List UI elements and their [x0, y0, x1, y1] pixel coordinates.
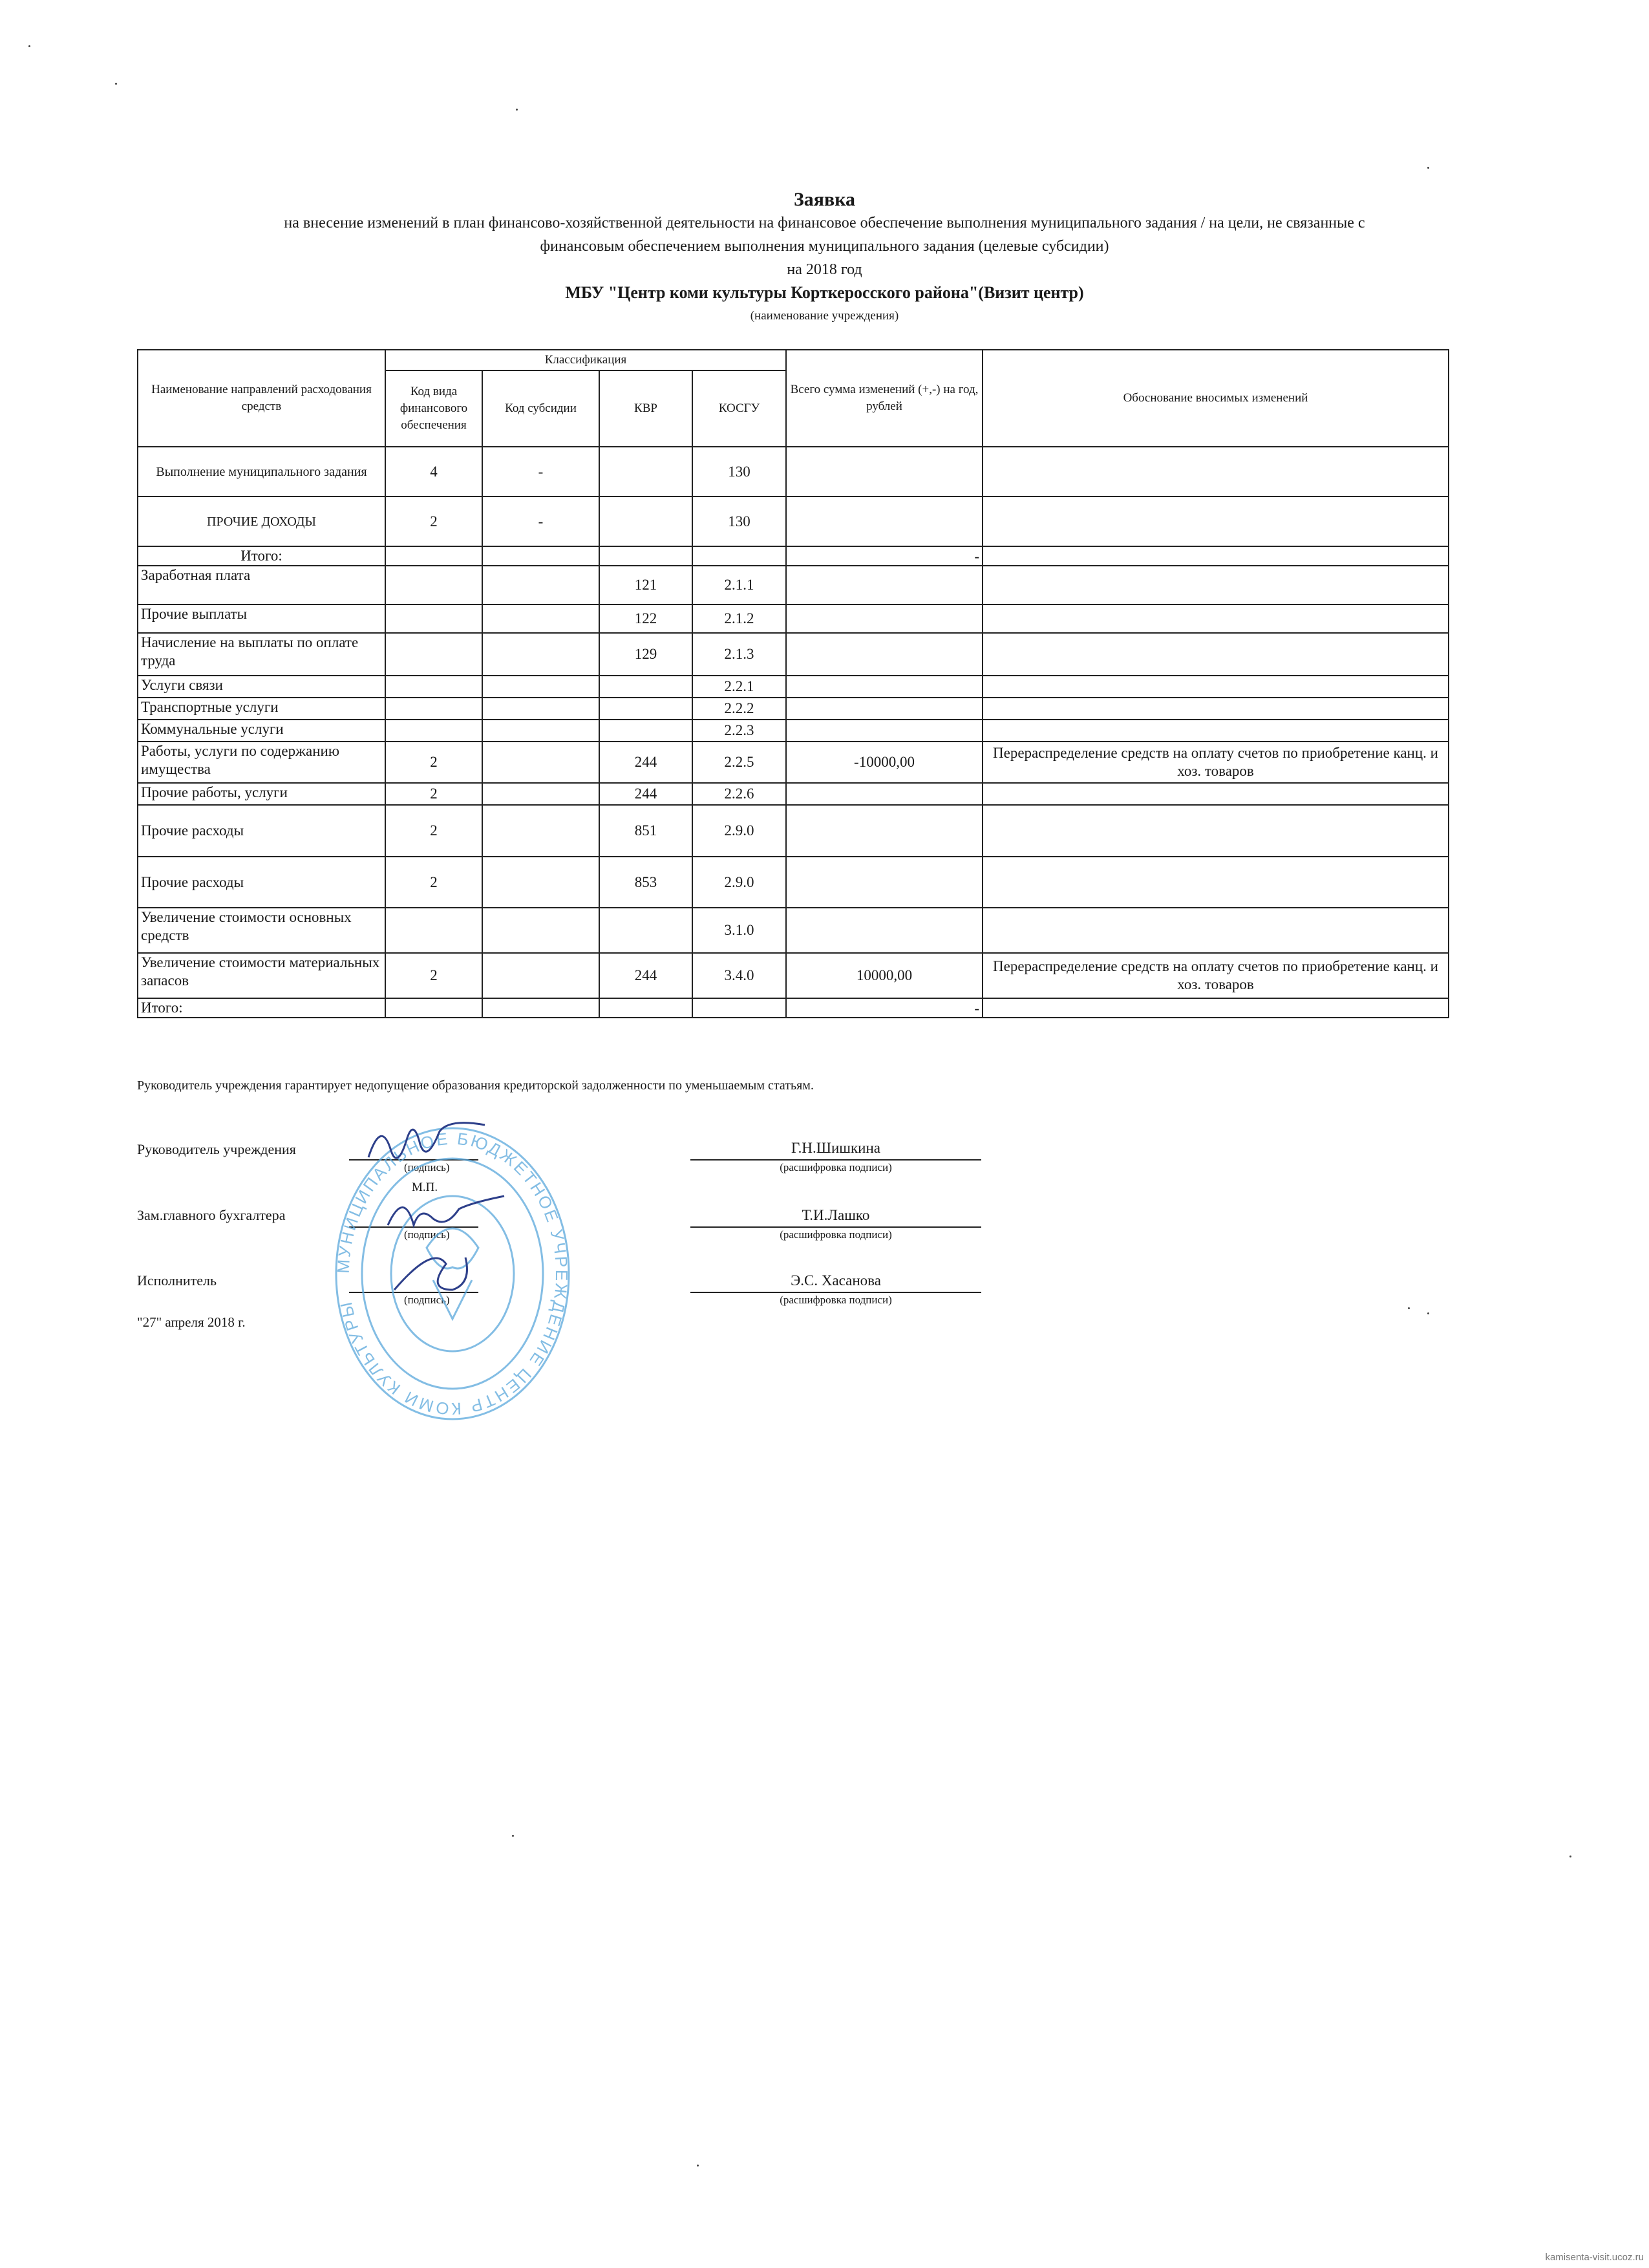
- cell-kod-subsidii: [482, 953, 599, 998]
- cell-kod-subsidii: [482, 698, 599, 720]
- row-name: Работы, услуги по содержанию имущества: [138, 742, 385, 783]
- head-label: Руководитель учреждения: [137, 1141, 296, 1157]
- table-row: [138, 447, 1449, 497]
- cell-reason: [983, 857, 1449, 908]
- header-reason: Обоснование вносимых изменений: [983, 350, 1449, 447]
- scan-speck: [1408, 1307, 1410, 1309]
- cell-kosgu: 2.1.2: [692, 604, 786, 633]
- head-signature: [362, 1112, 491, 1170]
- cell-kod-subsidii: [482, 604, 599, 633]
- cell-kod-vida: 4: [385, 447, 482, 497]
- table-row: [138, 566, 1449, 604]
- accountant-signature: [381, 1186, 511, 1238]
- cell-kod-vida: [385, 566, 482, 604]
- cell-kvr: 244: [599, 742, 692, 783]
- cell-reason: [983, 698, 1449, 720]
- cell-kod-subsidii: [482, 783, 599, 805]
- cell-kosgu: 130: [692, 497, 786, 546]
- executor-label: Исполнитель: [137, 1272, 217, 1289]
- cell-total: [786, 633, 983, 676]
- executor-decode-line: [690, 1292, 981, 1293]
- watermark: kamisenta-visit.ucoz.ru: [1545, 2252, 1644, 2263]
- cell-kvr: 851: [599, 805, 692, 857]
- cell-kosgu: 2.2.1: [692, 676, 786, 698]
- cell-kvr: 244: [599, 783, 692, 805]
- cell-kod-subsidii: [482, 633, 599, 676]
- header-kvr: КВР: [599, 370, 692, 447]
- cell-kod-vida: [385, 720, 482, 742]
- cell-kosgu: 3.1.0: [692, 908, 786, 953]
- stamp-text: МУНИЦИПАЛЬНОЕ БЮДЖЕТНОЕ УЧРЕЖДЕНИЕ ЦЕНТР КОМИ КУЛЬТУРЫ: [333, 1128, 572, 1419]
- cell-reason: [983, 783, 1449, 805]
- scan-speck: [115, 83, 117, 85]
- cell-total: -10000,00: [786, 742, 983, 783]
- document-date: "27" апреля 2018 г.: [137, 1314, 246, 1330]
- cell-kvr: 853: [599, 857, 692, 908]
- scan-speck: [28, 45, 30, 47]
- row-name: Прочие расходы: [138, 805, 385, 857]
- head-decode-line: [690, 1159, 981, 1161]
- cell-kvr: 244: [599, 953, 692, 998]
- cell-kod-vida: 2: [385, 953, 482, 998]
- cell-reason: [983, 497, 1449, 546]
- cell-reason: [983, 633, 1449, 676]
- table-row: [138, 698, 1449, 720]
- cell-reason: [983, 805, 1449, 857]
- cell-total: [786, 805, 983, 857]
- income-total-value: -: [786, 546, 983, 566]
- row-name: Коммунальные услуги: [138, 720, 385, 742]
- cell-kod-subsidii: [482, 857, 599, 908]
- cell-kod-vida: 2: [385, 857, 482, 908]
- header-kod-vida: Код вида финансового обеспечения: [385, 370, 482, 447]
- cell-reason: [983, 676, 1449, 698]
- cell-reason: [983, 604, 1449, 633]
- table-row: [138, 742, 1449, 783]
- cell-total: [786, 720, 983, 742]
- cell-kod-vida: 2: [385, 742, 482, 783]
- cell-kod-subsidii: -: [482, 497, 599, 546]
- row-name: Увеличение стоимости основных средств: [138, 908, 385, 953]
- stamp-place-label: М.П.: [412, 1181, 438, 1194]
- organization-caption: (наименование учреждения): [750, 309, 899, 323]
- row-name: Увеличение стоимости материальных запасов: [138, 953, 385, 998]
- head-decode-caption: (расшифровка подписи): [780, 1161, 892, 1173]
- cell-kvr: [599, 447, 692, 497]
- header-kosgu: КОСГУ: [692, 370, 786, 447]
- cell-kvr: [599, 497, 692, 546]
- cell-kosgu: 2.2.2: [692, 698, 786, 720]
- guarantee-text: Руководитель учреждения гарантирует недопущение образования кредиторской задолженности по уменьшаемым статьям.: [137, 1078, 814, 1093]
- cell-total: [786, 604, 983, 633]
- header-total: Всего сумма изменений (+,-) на год, рублей: [786, 350, 983, 447]
- expense-total-label: Итого:: [138, 998, 385, 1018]
- scan-speck: [697, 2165, 699, 2166]
- cell-reason: [983, 566, 1449, 604]
- cell-kvr: 122: [599, 604, 692, 633]
- cell-kod-vida: [385, 633, 482, 676]
- table-row: [138, 783, 1449, 805]
- cell-kod-vida: 2: [385, 497, 482, 546]
- row-name: Начисление на выплаты по оплате труда: [138, 633, 385, 676]
- cell-kod-subsidii: [482, 720, 599, 742]
- row-name: Выполнение муниципального задания: [138, 447, 385, 497]
- scan-speck: [512, 1835, 514, 1837]
- organization-name: МБУ "Центр коми культуры Корткеросского района"(Визит центр): [565, 283, 1084, 302]
- table-row: [138, 676, 1449, 698]
- cell-total: [786, 908, 983, 953]
- scan-speck: [516, 109, 518, 111]
- accountant-decode-line: [690, 1226, 981, 1228]
- cell-reason: [983, 908, 1449, 953]
- header-classification: Классификация: [385, 350, 786, 370]
- scan-speck: [1427, 1312, 1429, 1314]
- cell-kod-vida: [385, 676, 482, 698]
- cell-kod-vida: 2: [385, 783, 482, 805]
- cell-kvr: [599, 698, 692, 720]
- cell-kod-vida: [385, 698, 482, 720]
- table-row: [138, 497, 1449, 546]
- head-name: Г.Н.Шишкина: [791, 1140, 881, 1156]
- accountant-signature-caption: (подпись): [404, 1228, 450, 1241]
- executor-name: Э.С. Хасанова: [791, 1272, 881, 1289]
- cell-reason: Перераспределение средств на оплату счетов по приобретение канц. и хоз. товаров: [983, 953, 1449, 998]
- executor-signature-caption: (подпись): [404, 1294, 450, 1306]
- cell-total: [786, 676, 983, 698]
- cell-kod-vida: [385, 604, 482, 633]
- cell-total: [786, 566, 983, 604]
- cell-kvr: [599, 676, 692, 698]
- cell-kod-subsidii: [482, 908, 599, 953]
- cell-kvr: [599, 908, 692, 953]
- cell-total: [786, 447, 983, 497]
- cell-kod-subsidii: [482, 566, 599, 604]
- cell-kod-subsidii: -: [482, 447, 599, 497]
- cell-kosgu: 2.9.0: [692, 805, 786, 857]
- cell-kosgu: 2.9.0: [692, 857, 786, 908]
- header-name: Наименование направлений расходования средств: [138, 350, 385, 447]
- row-name: Прочие работы, услуги: [138, 783, 385, 805]
- table-row: [138, 908, 1449, 953]
- cell-total: 10000,00: [786, 953, 983, 998]
- row-name: Прочие расходы: [138, 857, 385, 908]
- row-name: Заработная плата: [138, 566, 385, 604]
- changes-table: [137, 349, 1449, 1018]
- table-row: [138, 953, 1449, 998]
- accountant-label: Зам.главного бухгалтера: [137, 1207, 286, 1223]
- document-year: на 2018 год: [787, 261, 862, 278]
- cell-kod-subsidii: [482, 742, 599, 783]
- cell-kosgu: 3.4.0: [692, 953, 786, 998]
- scan-speck: [1569, 1856, 1571, 1857]
- document-subtitle-line-2: финансовым обеспечением выполнения муниципального задания (целевые субсидии): [540, 238, 1109, 255]
- accountant-name: Т.И.Лашко: [802, 1207, 870, 1223]
- cell-reason: [983, 720, 1449, 742]
- cell-kod-subsidii: [482, 676, 599, 698]
- table-row: [138, 604, 1449, 633]
- cell-kvr: 121: [599, 566, 692, 604]
- cell-kod-vida: 2: [385, 805, 482, 857]
- cell-kosgu: 2.2.3: [692, 720, 786, 742]
- table-row: [138, 805, 1449, 857]
- income-total-row: [138, 546, 1449, 566]
- cell-kosgu: 130: [692, 447, 786, 497]
- document-subtitle-line-1: на внесение изменений в план финансово-хозяйственной деятельности на финансовое обеспечение выполнения муниципального задания / на цели, не связанные с: [284, 215, 1365, 231]
- scan-speck: [1427, 167, 1429, 169]
- expense-total-value: -: [786, 998, 983, 1018]
- executor-decode-caption: (расшифровка подписи): [780, 1294, 892, 1306]
- row-name: Услуги связи: [138, 676, 385, 698]
- accountant-decode-caption: (расшифровка подписи): [780, 1228, 892, 1241]
- table-row: [138, 857, 1449, 908]
- table-row: [138, 633, 1449, 676]
- cell-kod-subsidii: [482, 805, 599, 857]
- expense-total-row: [138, 998, 1449, 1018]
- cell-kosgu: 2.1.3: [692, 633, 786, 676]
- cell-reason: Перераспределение средств на оплату счетов по приобретение канц. и хоз. товаров: [983, 742, 1449, 783]
- cell-kosgu: 2.2.5: [692, 742, 786, 783]
- cell-total: [786, 783, 983, 805]
- cell-kvr: [599, 720, 692, 742]
- cell-total: [786, 698, 983, 720]
- document-title: Заявка: [793, 189, 856, 210]
- cell-total: [786, 857, 983, 908]
- row-name: ПРОЧИЕ ДОХОДЫ: [138, 497, 385, 546]
- income-total-label: Итого:: [138, 546, 385, 566]
- cell-reason: [983, 447, 1449, 497]
- cell-kosgu: 2.1.1: [692, 566, 786, 604]
- cell-kod-vida: [385, 908, 482, 953]
- row-name: Транспортные услуги: [138, 698, 385, 720]
- table-row: [138, 720, 1449, 742]
- cell-kvr: 129: [599, 633, 692, 676]
- header-kod-subsidii: Код субсидии: [482, 370, 599, 447]
- cell-total: [786, 497, 983, 546]
- head-signature-caption: (подпись): [404, 1161, 450, 1173]
- row-name: Прочие выплаты: [138, 604, 385, 633]
- cell-kosgu: 2.2.6: [692, 783, 786, 805]
- executor-signature: [381, 1245, 478, 1303]
